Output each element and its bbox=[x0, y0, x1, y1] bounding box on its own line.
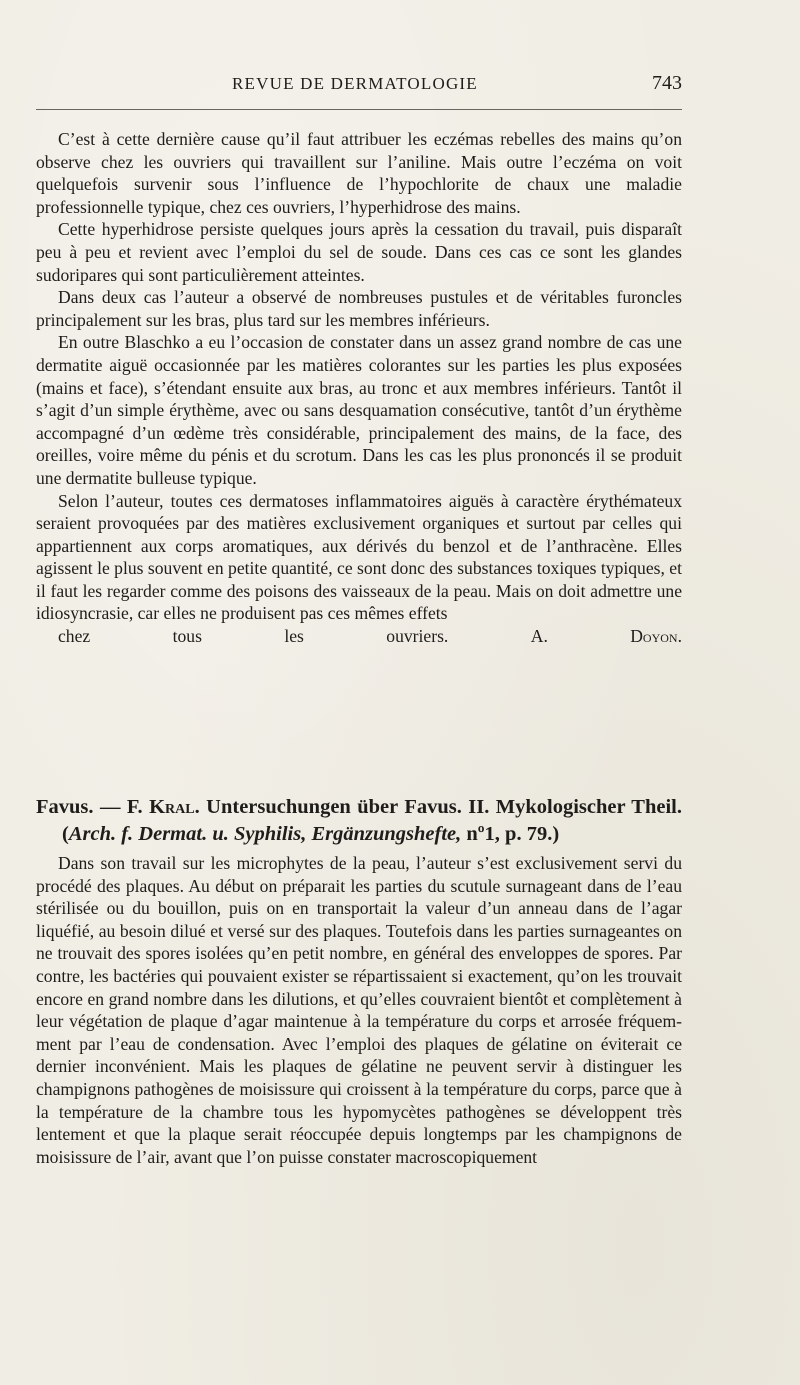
section-journal: Arch. f. Dermat. u. Syphilis, Ergänzungshefte, bbox=[68, 823, 462, 845]
section-work-title: Untersuchungen über Favus. II. Mykologischer Theil. ( bbox=[62, 796, 682, 845]
paragraph: Cette hyperhidrose persiste quelques jours après la cessation du travail, puis disparaît peu à peu et revient avec l’emploi du sel de soude. Dans ces cas ce sont les glandes sudoripares qui sont particulièrement atteintes. bbox=[36, 219, 682, 285]
closing-text: chez tous les ouvriers. bbox=[58, 626, 449, 647]
section-author: Kral. bbox=[149, 796, 200, 818]
author-signature: A. Doyon. bbox=[530, 626, 682, 647]
article-continuation bbox=[36, 128, 682, 648]
section-heading-block bbox=[36, 794, 682, 848]
paragraph: Selon l’auteur, toutes ces dermatoses inflammatoires aiguës à caractère érythémateux seraient provoquées par des matières exclusivement organiques et surtout par celles qui appartiennent aux corps aromatiques, aux dérivés du benzol et de l’anthracène. Elles agissent le plus souvent en petite quantité, ce sont donc des substances toxiques typiques, et il faut les regarder comme des poisons des vaisseaux de la peau. Mais on doit admettre une idiosyncrasie, car elles ne produisent pas ces mêmes effets bbox=[36, 490, 682, 624]
section-title bbox=[36, 794, 682, 848]
section-reference: nº1, p. 79.) bbox=[461, 823, 560, 845]
section-lead: Favus. bbox=[36, 796, 94, 818]
paragraph: En outre Blaschko a eu l’occasion de constater dans un assez grand nombre de cas une dermatite aiguë occasionnée par les matières colorantes sur les parties les plus exposées (mains et face), s’étendant ensuite aux bras, au tronc et aux membres inférieurs. Tantôt il s’agit d’un simple érythème, avec ou sans desquamation consécutive, tantôt d’un érythème accompagné d’un œdème très considérable, principalement des mains, de la face, des oreilles, voire même du pénis et du scrotum. Dans les cas les plus prononcés il se produit une dermatite bulleuse typique. bbox=[36, 332, 682, 488]
header-rule bbox=[36, 109, 682, 110]
paragraph: Dans son travail sur les microphytes de la peau, l’auteur s’est exclusivement servi du procédé des plaques. Au début on préparait les parties du scutule surnageant dans de l’eau stérilisée ou du bouillon, puis on en transportait la valeur d’un anneau dans de l’agar liquéfié, au besoin dilué et versé sur des plaques. Toutefois dans les parties surnageantes on ne trouvait des spores isolées qu’en petit nombre, en général des enveloppes de spores. Par contre, les bactéries qui pouvaient exister se répartissaient si exactement, qu’on les trouvait encore en grand nombre dans les dilutions, et qu’elles couvraient bientôt et complètement à leur végétation de plaque d’agar maintenue à la température du corps et arrosée fréquemment par l’eau de condensation. Avec l’emploi des plaques de gélatine on éviterait ce dernier inconvénient. Mais les plaques de gélatine ne peuvent servir à distinguer les champignons pathogènes de moisissure qui croissent à la température du corps, parce que à la température de la chambre tous les hypomycètes pathogènes se développent très lentement et que la plaque serait réoccupée depuis longtemps par les champignons de moisissure de l’air, avant que l’on puisse constater macroscopiquement bbox=[36, 853, 682, 1167]
paragraph: C’est à cette dernière cause qu’il faut attribuer les eczémas rebelles des mains qu’on observe chez les ouvriers qui travaillent sur l’aniline. Mais outre l’eczéma on voit quelquefois survenir sous l’influence de l’hypochlorite de chaux une maladie professionnelle typique, chez ces ouvriers, l’hyperhidrose des mains. bbox=[36, 129, 682, 217]
running-title: REVUE DE DERMATOLOGIE bbox=[232, 74, 478, 93]
closing-line bbox=[36, 625, 682, 648]
section-separator: — F. bbox=[93, 796, 150, 818]
running-head bbox=[36, 74, 682, 98]
paragraph: Dans deux cas l’auteur a observé de nombreuses pustules et de véritables furoncles principalement sur les bras, plus tard sur les membres inférieurs. bbox=[36, 287, 682, 330]
page-number: 743 bbox=[652, 72, 682, 94]
section-body bbox=[36, 852, 682, 1168]
